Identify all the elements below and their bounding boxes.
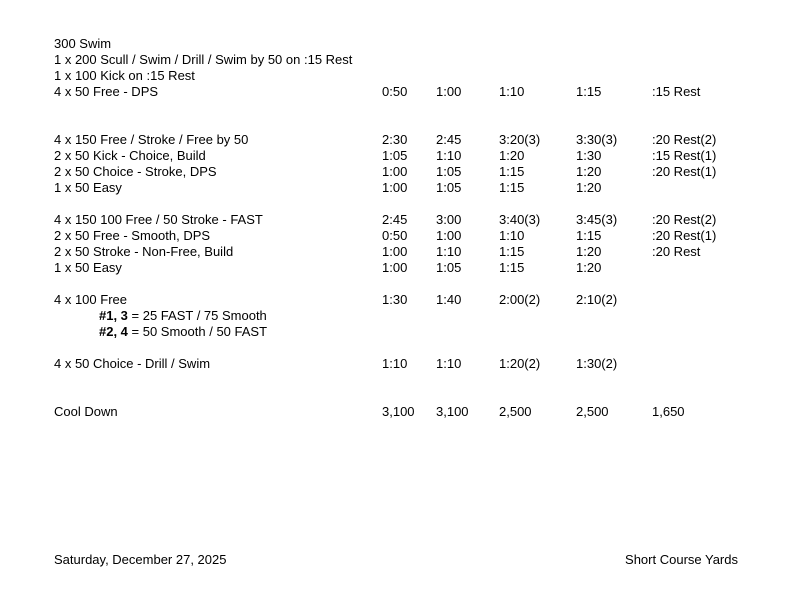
interval-3: 1:20 <box>499 148 525 163</box>
interval-1: 2:45 <box>382 212 408 227</box>
set-description: 1 x 200 Scull / Swim / Drill / Swim by 50 on :15 Rest <box>54 52 353 67</box>
interval-1: 1:10 <box>382 356 408 371</box>
interval-4: 1:20 <box>576 244 602 259</box>
set-row <box>54 212 744 228</box>
interval-4: 3:45(3) <box>576 212 618 227</box>
total-5: 1,650 <box>652 404 685 419</box>
interval-2: 2:45 <box>436 132 462 147</box>
interval-4: 1:30 <box>576 148 602 163</box>
interval-3: 1:15 <box>499 260 525 275</box>
set-description: 4 x 100 Free <box>54 292 127 307</box>
interval-4: 1:15 <box>576 228 602 243</box>
set-row <box>54 228 744 244</box>
warmup-line <box>54 68 744 84</box>
subnote-detail: = 50 Smooth / 50 FAST <box>127 324 268 339</box>
interval-1: 1:00 <box>382 244 408 259</box>
set-description: 4 x 50 Free - DPS <box>54 84 159 99</box>
interval-3: 2:00(2) <box>499 292 541 307</box>
interval-2: 1:00 <box>436 228 462 243</box>
interval-4: 1:20 <box>576 180 602 195</box>
set-row <box>54 356 744 372</box>
set-description: 4 x 50 Choice - Drill / Swim <box>54 356 211 371</box>
footer-course: Short Course Yards <box>625 552 738 567</box>
cooldown-row <box>54 404 744 420</box>
set-row <box>54 180 744 196</box>
rest-note: :20 Rest(1) <box>652 228 717 243</box>
rest-note: :20 Rest <box>652 244 701 259</box>
rest-note: :20 Rest(2) <box>652 132 717 147</box>
interval-1: 1:00 <box>382 180 408 195</box>
warmup-line <box>54 84 744 100</box>
set-description: 2 x 50 Free - Smooth, DPS <box>54 228 211 243</box>
footer-date: Saturday, December 27, 2025 <box>54 552 227 567</box>
total-2: 3,100 <box>436 404 469 419</box>
interval-1: 0:50 <box>382 228 408 243</box>
interval-1: 1:00 <box>382 260 408 275</box>
total-4: 2,500 <box>576 404 609 419</box>
interval-1: 1:05 <box>382 148 408 163</box>
interval-1: 1:00 <box>382 164 408 179</box>
interval-3: 3:20(3) <box>499 132 541 147</box>
interval-2: 1:05 <box>436 164 462 179</box>
rest-note: :20 Rest(2) <box>652 212 717 227</box>
set-description: 2 x 50 Stroke - Non-Free, Build <box>54 244 234 259</box>
rest-note: :15 Rest(1) <box>652 148 717 163</box>
interval-4: 1:30(2) <box>576 356 618 371</box>
interval-2: 1:10 <box>436 356 462 371</box>
interval-2: 3:00 <box>436 212 462 227</box>
total-3: 2,500 <box>499 404 532 419</box>
interval-3: 1:15 <box>499 244 525 259</box>
subnote-detail: = 25 FAST / 75 Smooth <box>127 308 267 323</box>
set-row <box>54 132 744 148</box>
interval-3: 1:10 <box>499 84 525 99</box>
set-subnote <box>54 308 744 324</box>
set-description: 4 x 150 100 Free / 50 Stroke - FAST <box>54 212 263 227</box>
set-row <box>54 292 744 308</box>
interval-4: 1:20 <box>576 164 602 179</box>
rest-note: :20 Rest(1) <box>652 164 717 179</box>
interval-2: 1:10 <box>436 148 462 163</box>
set-description: 1 x 50 Easy <box>54 180 122 195</box>
rest-note: :15 Rest <box>652 84 701 99</box>
interval-4: 2:10(2) <box>576 292 618 307</box>
interval-3: 3:40(3) <box>499 212 541 227</box>
set-description: 1 x 100 Kick on :15 Rest <box>54 68 195 83</box>
warmup-line <box>54 52 744 68</box>
interval-1: 2:30 <box>382 132 408 147</box>
total-1: 3,100 <box>382 404 415 419</box>
interval-4: 1:15 <box>576 84 602 99</box>
interval-2: 1:05 <box>436 260 462 275</box>
interval-4: 1:20 <box>576 260 602 275</box>
set-description: 4 x 150 Free / Stroke / Free by 50 <box>54 132 249 147</box>
interval-1: 1:30 <box>382 292 408 307</box>
interval-2: 1:10 <box>436 244 462 259</box>
set-row <box>54 260 744 276</box>
set-row <box>54 148 744 164</box>
set-description: 1 x 50 Easy <box>54 260 122 275</box>
set-description: 2 x 50 Kick - Choice, Build <box>54 148 206 163</box>
interval-3: 1:15 <box>499 164 525 179</box>
page-footer <box>54 552 738 568</box>
subnote-text <box>99 308 267 324</box>
interval-3: 1:20(2) <box>499 356 541 371</box>
interval-3: 1:15 <box>499 180 525 195</box>
interval-2: 1:05 <box>436 180 462 195</box>
subnote-reps: #1, 3 <box>99 308 128 323</box>
subnote-text <box>99 324 267 340</box>
subnote-reps: #2, 4 <box>99 324 128 339</box>
workout-document <box>54 36 744 420</box>
interval-4: 3:30(3) <box>576 132 618 147</box>
set-subnote <box>54 324 744 340</box>
set-description: 2 x 50 Choice - Stroke, DPS <box>54 164 217 179</box>
interval-3: 1:10 <box>499 228 525 243</box>
warmup-line <box>54 36 744 52</box>
interval-1: 0:50 <box>382 84 408 99</box>
interval-2: 1:00 <box>436 84 462 99</box>
set-description: 300 Swim <box>54 36 112 51</box>
interval-2: 1:40 <box>436 292 462 307</box>
set-row <box>54 244 744 260</box>
set-description: Cool Down <box>54 404 118 419</box>
set-row <box>54 164 744 180</box>
